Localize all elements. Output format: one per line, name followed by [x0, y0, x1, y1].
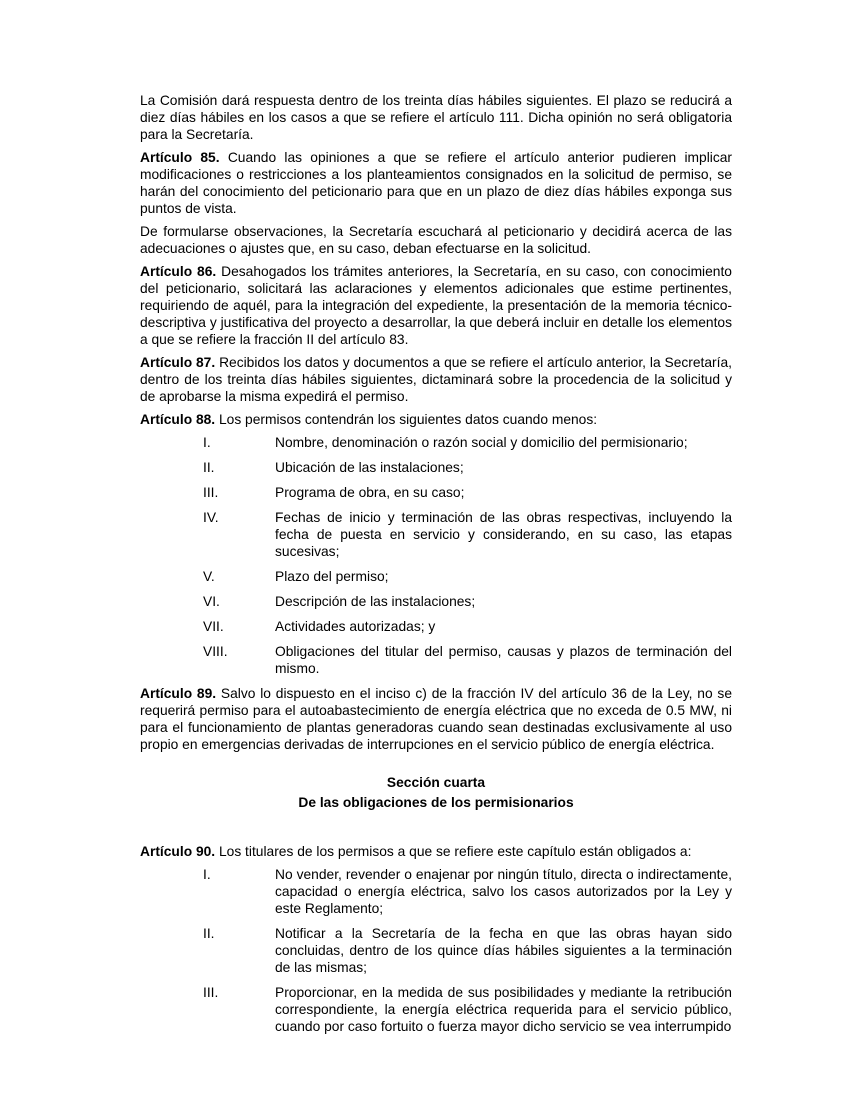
list-item-text: Notificar a la Secretaría de la fecha en que las obras hayan sido concluidas, dentro de los quince días hábiles siguientes a la terminación de las mismas; [275, 926, 732, 975]
list-item-text: No vender, revender o enajenar por ningún título, directa o indirectamente, capacidad o energía eléctrica, salvo los casos autorizados por la Ley y este Reglamento; [275, 867, 732, 916]
section-heading-title: Sección cuarta [386, 775, 486, 790]
article-88-list [140, 434, 732, 677]
list-item [140, 459, 732, 476]
article-90-label: Artículo 90. [140, 844, 216, 859]
list-item-text: Actividades autorizadas; y [275, 619, 436, 634]
observations-paragraph: De formularse observaciones, la Secretaría escuchará al peticionario y decidirá acerca de las adecuaciones o ajustes que, en su caso, deban efectuarse en la solicitud. [140, 224, 732, 256]
list-item-numeral: VIII. [203, 644, 228, 659]
list-item [140, 568, 732, 585]
article-87-paragraph [140, 354, 732, 405]
list-item-text: Obligaciones del titular del permiso, causas y plazos de terminación del mismo. [275, 644, 732, 676]
article-85-label: Artículo 85. [140, 150, 220, 165]
list-item-numeral: I. [203, 867, 211, 882]
list-item-text: Plazo del permiso; [275, 569, 389, 584]
article-89-text: Salvo lo dispuesto en el inciso c) de la fracción IV del artículo 36 de la Ley, no se requerirá permiso para el autoabastecimiento de energía eléctrica que no exceda de 0.5 MW, ni para el funcionamiento de plantas generadoras cuando sean destinadas exclusivamente al uso propio en emergencias derivadas de interrupciones en el servicio público de energía eléctrica. [140, 686, 732, 752]
article-90-list [140, 866, 732, 1035]
list-item-text: Descripción de las instalaciones; [275, 594, 476, 609]
article-87-text: Recibidos los datos y documentos a que se refiere el artículo anterior, la Secretaría, dentro de los treinta días hábiles siguientes, dictaminará sobre la procedencia de la solicitud y de aprobarse la misma expedirá el permiso. [140, 355, 732, 404]
article-86-label: Artículo 86. [140, 264, 217, 279]
list-item-numeral: V. [203, 569, 215, 584]
list-item [140, 593, 732, 610]
list-item [140, 509, 732, 560]
article-88-paragraph [140, 411, 732, 428]
list-item-text: Proporcionar, en la medida de sus posibilidades y mediante la retribución correspondiente, la energía eléctrica requerida para el servicio público, cuando por caso fortuito o fuerza mayor dicho servicio se vea interrumpido [275, 985, 732, 1034]
list-item-numeral: IV. [203, 510, 219, 525]
article-86-text: Desahogados los trámites anteriores, la Secretaría, en su caso, con conocimiento del peticionario, solicitará las aclaraciones y elementos adicionales que estime pertinentes, requiriendo de aquél, para la integración del expediente, la presentación de la memoria técnico-descriptiva y justificativa del proyecto a desarrollar, la que deberá incluir en detalle los elementos a que se refiere la fracción II del artículo 83. [140, 264, 732, 347]
article-88-label: Artículo 88. [140, 412, 216, 427]
section-heading [140, 773, 732, 813]
article-89-label: Artículo 89. [140, 686, 217, 701]
list-item-numeral: III. [203, 985, 219, 1000]
list-item [140, 643, 732, 677]
list-item-numeral: II. [203, 460, 215, 475]
list-item [140, 618, 732, 635]
article-90-paragraph [140, 843, 732, 860]
list-item [140, 484, 732, 501]
section-heading-subtitle: De las obligaciones de los permisionarios [298, 795, 574, 810]
list-item-text: Ubicación de las instalaciones; [275, 460, 464, 475]
article-87-label: Artículo 87. [140, 355, 216, 370]
list-item-text: Fechas de inicio y terminación de las obras respectivas, incluyendo la fecha de puesta en servicio y considerando, en su caso, las etapas sucesivas; [275, 510, 732, 559]
article-90-text: Los titulares de los permisos a que se refiere este capítulo están obligados a: [218, 844, 692, 859]
list-item-numeral: I. [203, 435, 211, 450]
list-item [140, 434, 732, 451]
article-85-paragraph [140, 149, 732, 217]
list-item-text: Nombre, denominación o razón social y domicilio del permisionario; [275, 435, 688, 450]
article-88-text: Los permisos contendrán los siguientes datos cuando menos: [218, 412, 598, 427]
list-item-numeral: II. [203, 926, 215, 941]
article-89-paragraph [140, 685, 732, 753]
list-item-numeral: VI. [203, 594, 220, 609]
article-86-paragraph [140, 263, 732, 348]
list-item [140, 984, 732, 1035]
article-85-text: Cuando las opiniones a que se refiere el artículo anterior pudieren implicar modificaciones o restricciones a los planteamientos consignados en la solicitud de permiso, se harán del conocimiento del peticionario para que en un plazo de diez días hábiles exponga sus puntos de vista. [140, 150, 733, 216]
intro-paragraph: La Comisión dará respuesta dentro de los treinta días hábiles siguientes. El plazo se reducirá a diez días hábiles en los casos a que se refiere el artículo 111. Dicha opinión no será obligatoria para la Secretaría. [140, 93, 732, 142]
list-item [140, 866, 732, 917]
document-content [140, 92, 732, 1043]
list-item [140, 925, 732, 976]
list-item-numeral: VII. [203, 619, 224, 634]
list-item-text: Programa de obra, en su caso; [275, 485, 465, 500]
list-item-numeral: III. [203, 485, 219, 500]
